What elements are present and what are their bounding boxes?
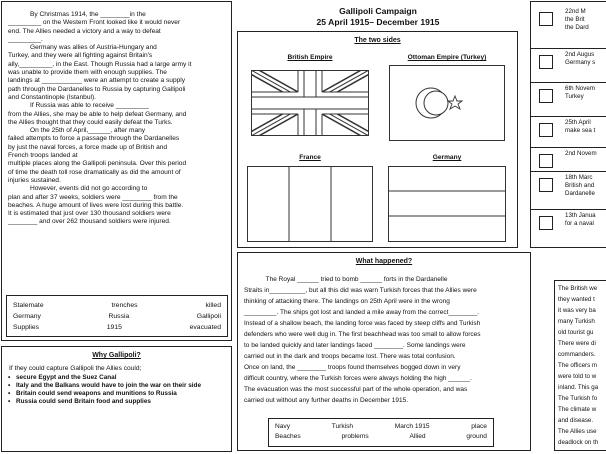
word-bank-word: evacuated bbox=[189, 324, 221, 331]
word-bank-word: Beaches bbox=[275, 433, 301, 440]
flag-label-france: France bbox=[299, 154, 321, 161]
passage-line: However, events did not go according to bbox=[8, 185, 148, 193]
what-happened-line: thinking of attacking there. The landings on 25th April were in the wrong bbox=[244, 298, 450, 305]
timeline-order-box bbox=[539, 55, 553, 69]
timeline-divider bbox=[531, 48, 606, 49]
word-bank-word: Allied bbox=[409, 433, 426, 440]
timeline-divider bbox=[531, 209, 606, 210]
timeline-order-box bbox=[539, 154, 553, 168]
what-happened-panel bbox=[237, 252, 531, 451]
passage-line: Turkey, and they were all fighting against Britain's bbox=[8, 52, 153, 60]
flag-cell-ottoman bbox=[380, 50, 514, 142]
source-line: The climate w bbox=[558, 406, 597, 413]
why-gallipoli-intro: If they could capture Gallipoli the Allies could; bbox=[9, 365, 142, 372]
what-happened-line: carried out in the dark and troops became lost. There was total confusion. bbox=[244, 353, 456, 360]
flag-label-germany: Germany bbox=[432, 154, 462, 161]
bullet-dot: • bbox=[8, 374, 11, 382]
timeline-order-box bbox=[539, 12, 553, 26]
word-bank-word: Germany bbox=[13, 313, 41, 320]
passage-line: _________. bbox=[8, 35, 43, 43]
source-line: The Allies use bbox=[558, 428, 597, 435]
what-happened-text bbox=[244, 274, 531, 406]
word-bank-word: ground bbox=[466, 433, 487, 440]
passage-line: It is estimated that just over 130 thousand soldiers were bbox=[8, 210, 171, 218]
word-bank-word: Turkish bbox=[331, 423, 354, 430]
source-line: they wanted t bbox=[558, 296, 595, 303]
passage-word-bank bbox=[6, 295, 228, 337]
passage-line: plan and after 37 weeks, soldiers were ________ from the bbox=[8, 193, 178, 201]
passage-line: failed attempts to force a passage through the Dardanelles bbox=[8, 135, 180, 143]
what-happened-line: defenders who were well dug in. The first beachhead was too small to allow forces bbox=[244, 331, 481, 338]
timeline-event-text bbox=[565, 119, 606, 135]
timeline-event-line: Turkey bbox=[565, 93, 584, 100]
passage-line: _________ on the Western Front looked like it would never bbox=[8, 19, 181, 27]
timeline-order-box bbox=[539, 89, 553, 103]
what-happened-line: difficult country, where the Turkish forces were always holding the high ______. bbox=[244, 375, 472, 382]
word-bank-row bbox=[13, 300, 221, 311]
tricolour-flag-icon bbox=[247, 166, 373, 242]
passage-line: If Russia was able to receive _________ bbox=[8, 102, 149, 110]
flag-cell-british bbox=[244, 50, 376, 142]
passage-line: of time the death toll rose dramatically as did the amount of bbox=[8, 168, 181, 176]
source-line: The Turkish fo bbox=[558, 395, 598, 402]
word-bank-row bbox=[13, 322, 221, 333]
what-happened-line: _________. The ships got lost and landed a mile away from the correct________. bbox=[244, 309, 480, 316]
what-happened-line: Once on land, the ________ troops found themselves bogged down in very bbox=[244, 364, 461, 371]
source-line: commanders. bbox=[558, 351, 596, 358]
source-panel bbox=[554, 280, 606, 451]
word-bank-word: problems bbox=[341, 433, 369, 440]
passage-text bbox=[8, 11, 230, 227]
word-bank-word: 1915 bbox=[106, 324, 122, 331]
campaign-header bbox=[238, 6, 518, 28]
timeline-event-line: the Dard bbox=[565, 24, 589, 31]
word-bank-word: Russia bbox=[108, 313, 130, 320]
timeline-event-line: Dardanelle bbox=[565, 190, 595, 197]
passage-line: beaches. A huge amount of lives were lost during this battle. bbox=[8, 201, 184, 209]
what-happened-line: carried out without any further deaths in December 1915. bbox=[244, 397, 409, 404]
timeline-event-text bbox=[565, 85, 606, 101]
passage-panel bbox=[1, 1, 232, 341]
source-line: deadlock on th bbox=[558, 439, 599, 446]
passage-line: ally,_________, in the East. Though Russia had a large army it bbox=[8, 60, 192, 68]
campaign-title: Gallipoli Campaign bbox=[339, 6, 417, 16]
timeline-event-line: British and bbox=[565, 182, 595, 189]
flag-label-british: British Empire bbox=[287, 54, 333, 61]
word-bank-row bbox=[275, 422, 487, 432]
passage-line: path through the Dardanelles to Russia by capturing Gallipoli bbox=[8, 85, 186, 93]
timeline-order-box bbox=[539, 216, 553, 230]
passage-line: By Christmas 1914, the ________in the bbox=[8, 11, 146, 18]
word-bank-word: March 1915 bbox=[394, 423, 430, 430]
timeline-event-line: 22nd M bbox=[565, 8, 586, 15]
what-happened-line: to be landed quickly and later landings faced ________. Some landings were bbox=[244, 342, 466, 349]
bullet-dot: • bbox=[8, 382, 11, 390]
passage-line: landings at ___________ were an attempt to create a supply bbox=[8, 77, 186, 85]
passage-line: ________ and over 262 thousand soldiers were injured. bbox=[8, 218, 171, 226]
crescent-star-flag-icon bbox=[389, 65, 505, 141]
timeline-event-line: 2nd Augus bbox=[565, 51, 595, 58]
timeline-event-line: 25th April bbox=[565, 119, 591, 126]
what-happened-line: Instead of a shallow beach, the landing force was faced by steep cliffs and Turkish bbox=[244, 320, 481, 327]
source-line: it was very ba bbox=[558, 307, 596, 314]
source-line: old tourist gu bbox=[558, 329, 594, 336]
passage-line: multiple places along the Gallipoli peninsula. Over this period bbox=[8, 160, 187, 168]
why-gallipoli-panel bbox=[1, 346, 232, 452]
timeline-event-line: make sea t bbox=[565, 127, 596, 134]
what-happened-line: Straits in__________, but all this did was warn Turkish forces that the Allies were bbox=[244, 287, 477, 294]
two-sides-title: The two sides bbox=[354, 37, 401, 44]
timeline-event-line: 6th Novem bbox=[565, 85, 595, 92]
source-line: The officers m bbox=[558, 362, 598, 369]
why-bullet-item bbox=[8, 382, 228, 390]
why-bullet-item bbox=[8, 398, 228, 406]
source-line: The British we bbox=[558, 285, 598, 292]
union-jack-icon bbox=[251, 70, 369, 136]
timeline-event-text bbox=[565, 174, 606, 198]
what-happened-line: The Royal ______ tried to bomb ______ forts in the Dardanelle bbox=[244, 276, 448, 283]
why-gallipoli-title: Why Gallipoli? bbox=[92, 352, 141, 359]
what-happened-line: The evacuation was the most successful part of the whole operation, and was bbox=[244, 386, 468, 393]
flag-cell-france bbox=[244, 148, 376, 244]
source-line: and disease. bbox=[558, 417, 594, 424]
passage-line: injuries sustained. bbox=[8, 176, 61, 184]
why-gallipoli-bullets bbox=[8, 374, 228, 405]
word-bank-word: Supplies bbox=[13, 324, 40, 331]
why-bullet-text: secure Egypt and the Suez Canal bbox=[16, 374, 117, 382]
source-text bbox=[558, 283, 606, 448]
word-bank-row bbox=[13, 311, 221, 322]
passage-line: from the Allies, she may be able to help defeat Germany, and bbox=[8, 110, 187, 118]
timeline-divider bbox=[531, 147, 606, 148]
timeline-event-line: 18th Marc bbox=[565, 174, 593, 181]
timeline-divider bbox=[531, 82, 606, 83]
source-line: many Turkish bbox=[558, 318, 595, 325]
timeline-event-line: for a naval bbox=[565, 220, 594, 227]
passage-line: and Constantinople (Istanbul). bbox=[8, 93, 96, 101]
timeline-event-line: Germany s bbox=[565, 59, 596, 66]
timeline-panel bbox=[530, 1, 606, 248]
passage-line: Germany was allies of Austria-Hungary and bbox=[8, 44, 157, 52]
what-happened-word-bank bbox=[268, 418, 494, 447]
timeline-event-text bbox=[565, 212, 606, 228]
timeline-divider bbox=[531, 171, 606, 172]
word-bank-row bbox=[275, 432, 487, 442]
passage-line: was unable to provide them with enough supplies. The bbox=[8, 69, 167, 77]
timeline-event-line: the Brit bbox=[565, 16, 585, 23]
two-sides-panel bbox=[237, 31, 518, 248]
word-bank-word: Stalemate bbox=[13, 302, 44, 309]
timeline-event-text bbox=[565, 150, 606, 158]
timeline-event-text bbox=[565, 8, 606, 32]
passage-line: by just the naval forces, a force made up of British and bbox=[8, 143, 168, 151]
why-bullet-item bbox=[8, 374, 228, 382]
bullet-dot: • bbox=[8, 389, 11, 397]
word-bank-word: trenches bbox=[111, 302, 138, 309]
flag-cell-germany bbox=[380, 148, 514, 244]
why-bullet-text: Russia could send Britain food and supplies bbox=[16, 397, 151, 405]
bullet-dot: • bbox=[8, 397, 11, 405]
flag-label-ottoman: Ottoman Empire (Turkey) bbox=[407, 54, 487, 61]
passage-line: the Allies thought that they could easily defeat the Turks. bbox=[8, 118, 173, 126]
why-bullet-text: Italy and the Balkans would have to join the war on their side bbox=[16, 382, 202, 390]
passage-line: On the 25th of April,______, after many bbox=[8, 127, 146, 135]
timeline-order-box bbox=[539, 178, 553, 192]
timeline-event-line: 13th Janua bbox=[565, 212, 596, 219]
timeline-order-box bbox=[539, 123, 553, 137]
word-bank-word: place bbox=[471, 423, 487, 430]
source-line: inland. This ga bbox=[558, 384, 599, 391]
word-bank-word: killed bbox=[205, 302, 221, 309]
timeline-event-text bbox=[565, 51, 606, 67]
passage-line: end. The Allies needed a victory and a way to defeat bbox=[8, 27, 161, 35]
campaign-dates: 25 April 1915– December 1915 bbox=[316, 17, 440, 27]
timeline-event-line: 2nd Novem bbox=[565, 150, 597, 157]
word-bank-word: Gallipoli bbox=[196, 313, 221, 320]
why-bullet-item bbox=[8, 390, 228, 398]
timeline-divider bbox=[531, 116, 606, 117]
why-bullet-text: Britain could send weapons and munitions to Russia bbox=[16, 389, 177, 397]
word-bank-word: Navy bbox=[275, 423, 291, 430]
horizontal-tricolour-flag-icon bbox=[388, 166, 506, 242]
passage-line: French troops landed at bbox=[8, 152, 78, 160]
what-happened-title: What happened? bbox=[355, 258, 413, 265]
source-line: were told to w bbox=[558, 373, 597, 380]
source-line: There were di bbox=[558, 340, 596, 347]
